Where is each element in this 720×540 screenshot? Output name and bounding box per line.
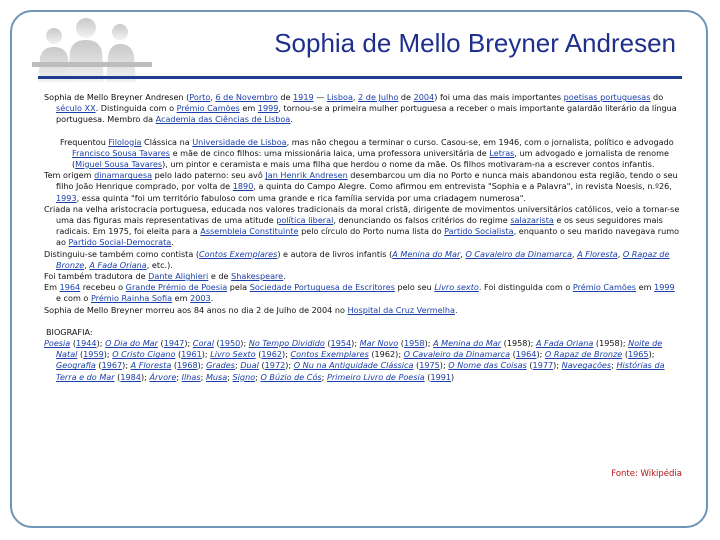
link-miguel[interactable]: Miguel Sousa Tavares bbox=[75, 159, 163, 170]
biblio-year[interactable]: 1968 bbox=[177, 360, 198, 371]
text: pela bbox=[227, 282, 250, 293]
link-partido-socialista[interactable]: Partido Socialista bbox=[444, 226, 514, 237]
biblio-heading: BIOGRAFIA: bbox=[46, 326, 93, 337]
text: em bbox=[636, 282, 655, 293]
text: , tornou-se a primeira mulher portuguesa a receber o mais importante galardão literário da língua portuguesa. Membro da bbox=[56, 103, 677, 125]
text: e de bbox=[208, 271, 232, 282]
link-premio-camoes-2[interactable]: Prémio Camões bbox=[572, 282, 637, 293]
text: de bbox=[398, 92, 414, 102]
text: Tem origem bbox=[44, 170, 95, 181]
text: Em bbox=[44, 282, 60, 293]
biblio-year[interactable]: 1947 bbox=[163, 338, 185, 349]
biblio-title[interactable]: Geografia bbox=[56, 360, 96, 371]
text: e mãe de cinco filhos: uma missionária laica, uma professora universitária de bbox=[170, 147, 490, 158]
biblio-year[interactable]: 1991 bbox=[430, 371, 452, 382]
biblio-title[interactable]: Noite de Natal bbox=[56, 338, 663, 360]
text: — bbox=[313, 92, 327, 102]
text: de bbox=[277, 92, 294, 102]
biblio-year[interactable]: 1950 bbox=[219, 338, 241, 349]
text: , enquanto o seu marido navegava rumo ao bbox=[56, 226, 680, 248]
link-cavaleiro[interactable]: O Cavaleiro da Dinamarca bbox=[465, 248, 572, 259]
text: , bbox=[571, 248, 578, 259]
text: Clássica na bbox=[141, 136, 193, 147]
text: , essa quinta "foi um território fabuloso com uma grande e rica família servida por uma criadagem numerosa". bbox=[76, 192, 527, 203]
text: Foi também tradutora de bbox=[44, 271, 149, 282]
link-porto[interactable]: Porto bbox=[189, 92, 211, 102]
biblio-year[interactable]: 1954 bbox=[330, 338, 352, 349]
text: , bbox=[84, 259, 90, 270]
link-fada-oriana[interactable]: A Fada Oriana bbox=[89, 259, 147, 270]
biblio-title[interactable]: No Tempo Dividido bbox=[248, 338, 325, 349]
text: . bbox=[171, 237, 174, 248]
link-grande-premio[interactable]: Grande Prémio de Poesia bbox=[125, 282, 228, 293]
text: . bbox=[210, 293, 214, 304]
text: em bbox=[172, 293, 191, 304]
death-paragraph bbox=[44, 305, 680, 316]
title-underline bbox=[38, 76, 682, 79]
link-year-2003[interactable]: 2003 bbox=[190, 293, 211, 304]
text: pelo círculo do Porto numa lista do bbox=[298, 226, 445, 237]
link-academia[interactable]: Academia das Ciências de Lisboa bbox=[155, 114, 291, 125]
text: Sophia de Mello Breyner morreu aos 84 anos no dia 2 de Julho de 2004 no bbox=[44, 304, 348, 315]
link-death-date[interactable]: 2 de Julho bbox=[358, 92, 399, 102]
link-rapaz-de-bronze[interactable]: O Rapaz de Bronze bbox=[56, 248, 670, 270]
biblio-title[interactable]: Livro Sexto bbox=[210, 349, 256, 360]
link-partido-social-democrata[interactable]: Partido Social-Democrata bbox=[68, 237, 172, 248]
text: , etc.). bbox=[146, 259, 173, 270]
text: Frequentou bbox=[60, 136, 109, 147]
text: , denunciando os falsos critérios do regime bbox=[333, 215, 511, 226]
slide-title: Sophia de Mello Breyner Andresen bbox=[274, 28, 676, 58]
text: em bbox=[239, 103, 258, 114]
link-rainha-sofia[interactable]: Prémio Rainha Sofia bbox=[90, 293, 173, 304]
link-hospital[interactable]: Hospital da Cruz Vermelha bbox=[347, 304, 455, 315]
link-year-1993[interactable]: 1993 bbox=[56, 192, 77, 203]
biblio-year[interactable]: 1984 bbox=[120, 371, 141, 382]
text: Distinguiu-se também como contista ( bbox=[44, 248, 200, 259]
biblio-title[interactable]: Poesia bbox=[44, 338, 71, 349]
text: ) e autora de livros infantis ( bbox=[277, 248, 393, 259]
text: , um advogado e jornalista de renome ( bbox=[72, 147, 669, 170]
link-francisco[interactable]: Francisco Sousa Tavares bbox=[72, 147, 171, 158]
biblio-year[interactable]: 1959 bbox=[83, 349, 104, 360]
link-dante[interactable]: Dante Alighieri bbox=[148, 271, 209, 282]
text: desembarcou um dia no Porto e nunca mais abandonou esta região, tendo o seu filho João Henrique comprado, por volta de bbox=[56, 170, 678, 192]
text: , mas não chegou a terminar o curso. Casou-se, em 1946, com o jornalista, político e advogado bbox=[286, 136, 674, 147]
people-silhouette-logo bbox=[24, 12, 174, 82]
biblio-title[interactable]: Contos Exemplares bbox=[290, 349, 369, 360]
biblio-year[interactable]: 1962 bbox=[261, 349, 283, 360]
link-year-1964[interactable]: 1964 bbox=[59, 282, 81, 293]
biblio-title[interactable]: Musa bbox=[205, 371, 228, 382]
education-paragraph bbox=[44, 137, 680, 171]
text: , bbox=[210, 92, 216, 102]
biblio-year[interactable]: 1958 bbox=[403, 338, 425, 349]
text: . bbox=[283, 271, 286, 282]
link-politica-liberal[interactable]: política liberal bbox=[276, 215, 334, 226]
link-universidade[interactable]: Universidade de Lisboa bbox=[192, 136, 287, 147]
text: do bbox=[650, 92, 664, 102]
link-assembleia[interactable]: Assembleia Constituinte bbox=[200, 226, 299, 237]
biblio-title[interactable]: O Cristo Cigano bbox=[112, 349, 176, 360]
biblio-title[interactable]: Dual bbox=[240, 360, 259, 371]
link-shakespeare[interactable]: Shakespeare bbox=[231, 271, 284, 282]
link-salazarista[interactable]: salazarista bbox=[510, 215, 554, 226]
text: pelo seu bbox=[394, 282, 435, 293]
biblio-title[interactable]: Coral bbox=[192, 338, 214, 349]
biblio-title[interactable]: A Fada Oriana bbox=[535, 338, 594, 349]
text: . Distinguida com o bbox=[95, 103, 177, 114]
biblio-title[interactable]: Árvore bbox=[149, 371, 177, 382]
translator-paragraph bbox=[44, 271, 680, 282]
biblio-year[interactable]: 1961 bbox=[181, 349, 202, 360]
bibliography-list: Poesia (1944); O Dia do Mar (1947); Coral (1950); No Tempo Dividido (1954); Mar Novo (1958); A Menina do Mar (1958); A Fada Oriana (1958); Noite de Natal (1959); O Cristo Cigano (1961); Livro Sexto (1962); Contos Exemplares (1962); O Cavaleiro da Dinamarca (1964); O Rapaz de Bronze (1965); Geografia (1967); A Floresta (1968); Grades; Dual (1972); O Nu na Antiguidade Clássica (1975); O Nome das Coisas (1977); Navegações; Histórias da Terra e do Mar (1984); Árvore; Ilhas; Musa; Signo; O Búzio de Cós; Primeiro Livro de Poesia (1991) bbox=[44, 338, 665, 382]
biblio-year[interactable]: 1972 bbox=[264, 360, 286, 371]
biblio-year[interactable]: 1944 bbox=[75, 338, 97, 349]
text: . Foi distinguida com o bbox=[478, 282, 573, 293]
link-premio-camoes[interactable]: Prémio Camões bbox=[176, 103, 240, 114]
link-birth-year[interactable]: 1919 bbox=[293, 92, 314, 102]
link-dinamarquesa[interactable]: dinamarquesa bbox=[94, 170, 153, 181]
politics-paragraph bbox=[44, 204, 680, 249]
link-lisboa[interactable]: Lisboa bbox=[326, 92, 353, 102]
biblio-title[interactable]: O Dia do Mar bbox=[105, 338, 158, 349]
biblio-year[interactable]: 1977 bbox=[532, 360, 554, 371]
biblio-year: 1962 bbox=[374, 349, 396, 360]
text: , a quinta do Campo Alegre. Como afirmou em entrevista "Sophia e a Palavra", in revista Noesis, n.º26, bbox=[253, 181, 672, 192]
text: e os seus seguidores mais radicais. Em 1975, foi eleita para a bbox=[56, 215, 663, 237]
origin-paragraph bbox=[44, 170, 680, 204]
link-year-1999[interactable]: 1999 bbox=[257, 103, 279, 114]
biblio-year[interactable]: 1965 bbox=[627, 349, 649, 360]
link-year-1890[interactable]: 1890 bbox=[232, 181, 254, 192]
awards-paragraph bbox=[44, 282, 680, 304]
biblio-title[interactable]: Primeiro Livro de Poesia bbox=[326, 371, 425, 382]
intro-paragraph bbox=[44, 92, 680, 126]
link-death-year[interactable]: 2004 bbox=[413, 92, 435, 102]
text: Criada na velha aristocracia portuguesa, educada nos valores tradicionais da moral cristã, dirigente de movimentos universitários católicos, veio a tornar-se uma das figuras mais representativas de uma atitude bbox=[44, 203, 680, 226]
text: , bbox=[617, 248, 623, 259]
article-body bbox=[44, 92, 680, 383]
text: e com o bbox=[56, 293, 91, 304]
biblio-title[interactable]: O Cavaleiro da Dinamarca bbox=[403, 349, 511, 360]
link-floresta[interactable]: A Floresta bbox=[577, 248, 618, 259]
link-birth-date[interactable]: 6 de Novembro bbox=[215, 92, 278, 102]
link-contos-exemplares[interactable]: Contos Exemplares bbox=[199, 248, 278, 259]
biblio-title[interactable]: Histórias da Terra e do Mar bbox=[56, 360, 665, 382]
biblio-year[interactable]: 1967 bbox=[101, 360, 123, 371]
biblio-title[interactable]: O Búzio de Cós bbox=[260, 371, 322, 382]
link-letras[interactable]: Letras bbox=[489, 147, 515, 158]
text: recebeu o bbox=[80, 282, 126, 293]
biblio-title[interactable]: O Nu na Antiguidade Clássica bbox=[293, 360, 414, 371]
link-filologia[interactable]: Filologia bbox=[108, 136, 142, 147]
link-livro-sexto[interactable]: Livro sexto bbox=[434, 282, 479, 293]
text: ), um pintor e ceramista e mais uma filha que herdou o nome da mãe. Os filhos motivaram-na a escrever contos infantis. bbox=[162, 159, 655, 170]
source-credit: Fonte: Wikipédia bbox=[611, 469, 682, 479]
biblio-title[interactable]: O Nome das Coisas bbox=[448, 360, 527, 371]
text: , bbox=[460, 248, 466, 259]
link-seculo[interactable]: século XX bbox=[56, 103, 96, 114]
link-spe[interactable]: Sociedade Portuguesa de Escritores bbox=[249, 282, 395, 293]
biblio-title[interactable]: Navegações bbox=[561, 360, 612, 371]
text: . bbox=[454, 304, 458, 315]
works-paragraph bbox=[44, 249, 680, 271]
biblio-year[interactable]: 1975 bbox=[419, 360, 440, 371]
biblio-year[interactable]: 1964 bbox=[515, 349, 537, 360]
link-poetisas[interactable]: poetisas portuguesas bbox=[563, 92, 651, 102]
biblio-year: 1958 bbox=[599, 338, 620, 349]
biblio-title[interactable]: O Rapaz de Bronze bbox=[544, 349, 623, 360]
text: pelo lado paterno: seu avô bbox=[152, 170, 266, 181]
link-year-1999-2[interactable]: 1999 bbox=[654, 282, 675, 293]
text: ) foi uma das mais importantes bbox=[434, 92, 564, 102]
biblio-title[interactable]: Signo bbox=[232, 371, 256, 382]
biblio-title[interactable]: A Menina do Mar bbox=[433, 338, 502, 349]
biblio-title[interactable]: Mar Novo bbox=[359, 338, 399, 349]
text: Sophia de Mello Breyner Andresen ( bbox=[44, 92, 190, 102]
text: , bbox=[352, 92, 359, 102]
biblio-title[interactable]: Grades bbox=[206, 360, 236, 371]
link-menina-do-mar[interactable]: A Menina do Mar bbox=[392, 248, 461, 259]
biblio-title[interactable]: Ilhas bbox=[181, 371, 201, 382]
text: . bbox=[290, 114, 293, 125]
link-jan-andresen[interactable]: Jan Henrik Andresen bbox=[265, 170, 348, 181]
biblio-year: 1958 bbox=[506, 338, 528, 349]
biblio-title[interactable]: A Floresta bbox=[130, 360, 172, 371]
